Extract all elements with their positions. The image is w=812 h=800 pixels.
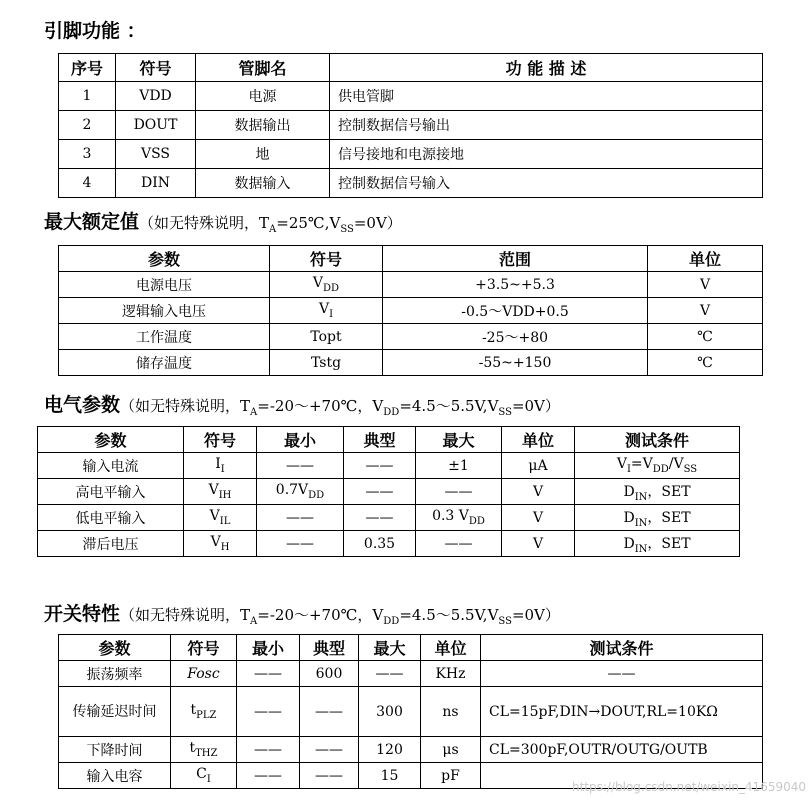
cell: $V_I$ — [270, 298, 383, 324]
cell: $V_{IL}$ — [184, 505, 257, 531]
table-row — [59, 169, 763, 198]
cell: 120 — [359, 737, 421, 763]
cell: V — [502, 479, 575, 505]
electrical-heading — [44, 390, 560, 418]
cell: —— — [237, 763, 300, 789]
cell: —— — [359, 661, 421, 687]
cell: —— — [416, 531, 502, 557]
cell: 输入电流 — [38, 453, 184, 479]
table-header-row — [59, 635, 763, 661]
cell: ℃ — [648, 350, 763, 376]
cell: VSS — [116, 140, 196, 169]
electrical-table — [37, 426, 740, 557]
cell: +3.5~+5.3 — [383, 272, 648, 298]
cell: 工作温度 — [59, 324, 270, 350]
cell: 0.35 — [344, 531, 416, 557]
cell: 控制数据信号输入 — [330, 169, 763, 198]
table-row — [59, 661, 763, 687]
cell: 0.3 $V_{DD}$ — [416, 505, 502, 531]
header-cell: 序号 — [59, 54, 116, 82]
cell: $0.7V_{DD}$ — [257, 479, 344, 505]
table-row — [59, 140, 763, 169]
cell: 储存温度 — [59, 350, 270, 376]
cell: —— — [257, 453, 344, 479]
header-cell: 最大 — [416, 427, 502, 453]
cell: 输入电容 — [59, 763, 171, 789]
cell: 数据输出 — [196, 111, 330, 140]
cell: Tstg — [270, 350, 383, 376]
table-row — [38, 479, 740, 505]
cell: Topt — [270, 324, 383, 350]
pin-function-table — [58, 53, 763, 198]
header-cell: 范围 — [383, 246, 648, 272]
cell: —— — [344, 453, 416, 479]
header-cell: 单位 — [421, 635, 481, 661]
cell: μA — [502, 453, 575, 479]
cell: CL=15pF,DIN→DOUT,RL=10KΩ — [481, 687, 763, 737]
table-header-row — [59, 54, 763, 82]
cell: 信号接地和电源接地 — [330, 140, 763, 169]
cell: DIN — [116, 169, 196, 198]
cell: $D_{IN}$，SET — [575, 505, 740, 531]
cell: Fosc — [171, 661, 237, 687]
cell: V — [502, 531, 575, 557]
cell: —— — [300, 763, 359, 789]
cell: —— — [344, 479, 416, 505]
table-row — [38, 453, 740, 479]
header-cell: 管脚名 — [196, 54, 330, 82]
cell: 低电平输入 — [38, 505, 184, 531]
table-row — [59, 687, 763, 737]
cell: $V_{DD}$ — [270, 272, 383, 298]
cell: 地 — [196, 140, 330, 169]
header-cell: 参数 — [59, 635, 171, 661]
header-cell: 典型 — [344, 427, 416, 453]
cell: —— — [237, 661, 300, 687]
header-cell: 最小 — [237, 635, 300, 661]
cell: V — [648, 298, 763, 324]
header-cell: 符号 — [171, 635, 237, 661]
header-cell: 功 能 描 述 — [330, 54, 763, 82]
cell: pF — [421, 763, 481, 789]
cell: 4 — [59, 169, 116, 198]
cell: —— — [257, 531, 344, 557]
pin-function-title: 引脚功能 ： — [44, 20, 146, 42]
table-row — [59, 324, 763, 350]
switching-note: （如无特殊说明，$T_A=-20\sim+70℃$，$V_{DD}=4.5\sim 5.5V,V_{SS}=0V$） — [120, 606, 560, 627]
table-row — [38, 531, 740, 557]
table-row — [59, 737, 763, 763]
table-row — [59, 350, 763, 376]
cell: $I_I$ — [184, 453, 257, 479]
header-cell: 典型 — [300, 635, 359, 661]
cell: 2 — [59, 111, 116, 140]
cell: 控制数据信号输出 — [330, 111, 763, 140]
cell: DOUT — [116, 111, 196, 140]
cell: $D_{IN}$，SET — [575, 531, 740, 557]
header-cell: 单位 — [502, 427, 575, 453]
cell: 15 — [359, 763, 421, 789]
cell: $t_{PLZ}$ — [171, 687, 237, 737]
header-cell: 参数 — [59, 246, 270, 272]
cell: -0.5～VDD+0.5 — [383, 298, 648, 324]
header-cell: 符号 — [184, 427, 257, 453]
cell: —— — [416, 479, 502, 505]
table-row — [59, 111, 763, 140]
header-cell: 测试条件 — [575, 427, 740, 453]
electrical-note: （如无特殊说明，$T_A=-20\sim+70℃$，$V_{DD}=4.5\sim 5.5V,V_{SS}=0V$） — [120, 397, 560, 418]
table-row — [59, 82, 763, 111]
header-cell: 单位 — [648, 246, 763, 272]
cell: —— — [300, 737, 359, 763]
cell: $V_H$ — [184, 531, 257, 557]
table-row — [38, 505, 740, 531]
switching-table — [58, 634, 763, 789]
switching-title: 开关特性 — [44, 603, 121, 625]
cell: —— — [300, 687, 359, 737]
cell: —— — [481, 661, 763, 687]
cell: 数据输入 — [196, 169, 330, 198]
cell: KHz — [421, 661, 481, 687]
cell: $V_I=V_{DD}/V_{SS}$ — [575, 453, 740, 479]
header-cell: 最小 — [257, 427, 344, 453]
table-row — [59, 272, 763, 298]
cell: ±1 — [416, 453, 502, 479]
max-rating-heading — [44, 207, 402, 235]
cell: CL=300pF,OUTR/OUTG/OUTB — [481, 737, 763, 763]
cell: ns — [421, 687, 481, 737]
electrical-title: 电气参数 — [44, 394, 121, 416]
cell: V — [648, 272, 763, 298]
cell: -25～+80 — [383, 324, 648, 350]
cell: 电源 — [196, 82, 330, 111]
cell: -55~+150 — [383, 350, 648, 376]
header-cell: 参数 — [38, 427, 184, 453]
cell: 逻辑输入电压 — [59, 298, 270, 324]
table-header-row — [59, 246, 763, 272]
cell: —— — [237, 687, 300, 737]
cell: $t_{THZ}$ — [171, 737, 237, 763]
header-cell: 测试条件 — [481, 635, 763, 661]
cell: —— — [237, 737, 300, 763]
cell: 下降时间 — [59, 737, 171, 763]
cell: $V_{IH}$ — [184, 479, 257, 505]
header-cell: 符号 — [270, 246, 383, 272]
cell: 振荡频率 — [59, 661, 171, 687]
cell: 1 — [59, 82, 116, 111]
cell: $C_I$ — [171, 763, 237, 789]
cell: 高电平输入 — [38, 479, 184, 505]
cell: —— — [344, 505, 416, 531]
switching-heading — [44, 599, 560, 627]
max-rating-title: 最大额定值 — [44, 211, 140, 233]
cell: 供电管脚 — [330, 82, 763, 111]
cell: V — [502, 505, 575, 531]
cell: VDD — [116, 82, 196, 111]
max-rating-table — [58, 245, 763, 376]
cell: ℃ — [648, 324, 763, 350]
watermark: https://blog.csdn.net/weixin_41659040 — [571, 780, 806, 794]
cell: 传输延迟时间 — [59, 687, 171, 737]
cell: 电源电压 — [59, 272, 270, 298]
cell: 300 — [359, 687, 421, 737]
cell: —— — [257, 505, 344, 531]
cell: 3 — [59, 140, 116, 169]
cell: μs — [421, 737, 481, 763]
cell: 滞后电压 — [38, 531, 184, 557]
table-row — [59, 298, 763, 324]
cell: 600 — [300, 661, 359, 687]
max-rating-note: （如无特殊说明，$T_A=25℃,V_{SS}=0V$） — [139, 214, 402, 235]
cell: $D_{IN}$，SET — [575, 479, 740, 505]
header-cell: 符号 — [116, 54, 196, 82]
table-header-row — [38, 427, 740, 453]
header-cell: 最大 — [359, 635, 421, 661]
